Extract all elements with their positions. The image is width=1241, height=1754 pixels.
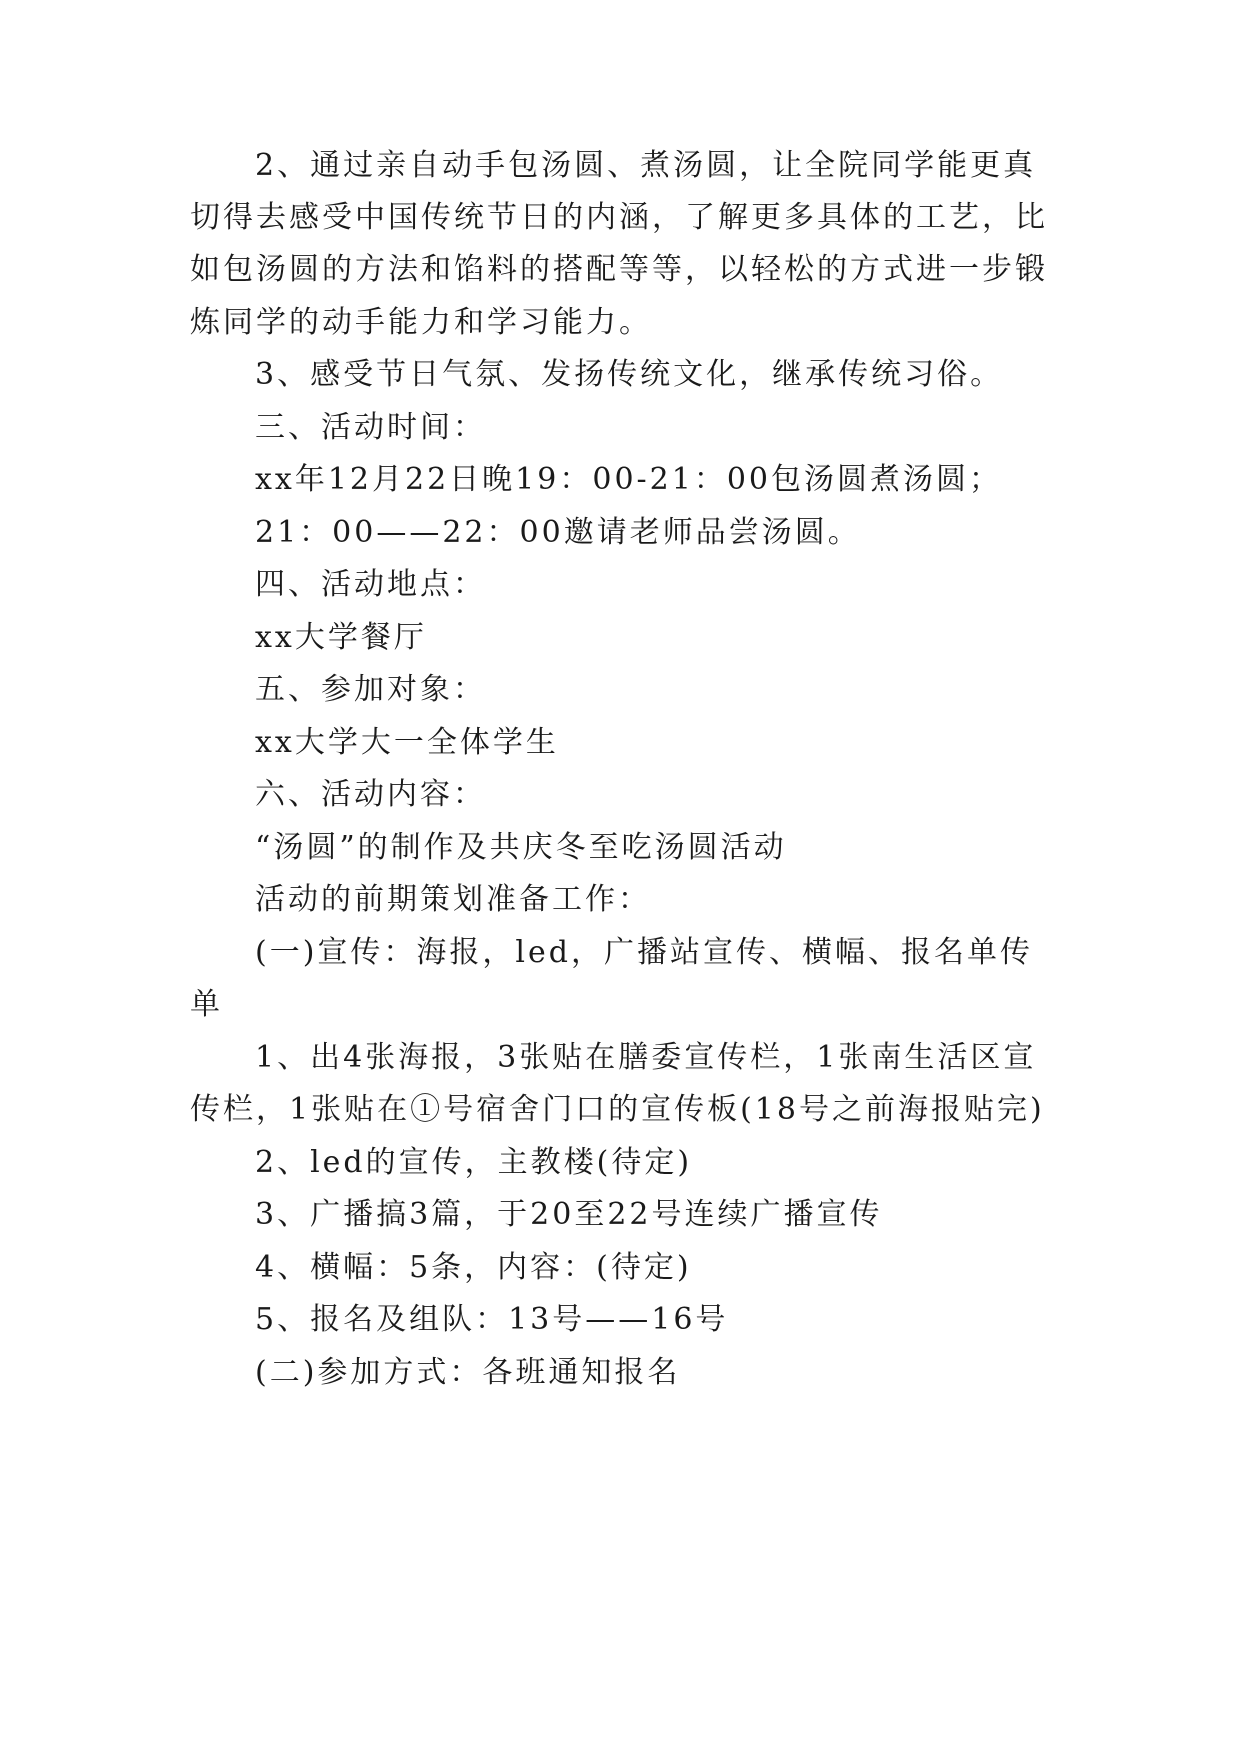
promotion-item-1-cont: 传栏，1张贴在①号宿舍门口的宣传板(18号之前海报贴完) xyxy=(190,1092,1045,1127)
location-line: xx大学餐厅 xyxy=(255,620,427,655)
time-line-2: 21：00——22：00邀请老师品尝汤圆。 xyxy=(255,515,861,550)
promotion-item-5: 5、报名及组队：13号——16号 xyxy=(255,1302,729,1337)
paragraph-line-5: 3、感受节日气氛、发扬传统文化，继承传统习俗。 xyxy=(255,357,1004,392)
participation-heading: (二)参加方式：各班通知报名 xyxy=(255,1355,681,1390)
promotion-item-3: 3、广播搞3篇，于20至22号连续广播宣传 xyxy=(255,1197,883,1232)
promotion-heading-cont: 单 xyxy=(190,987,223,1022)
paragraph-line-1: 2、通过亲自动手包汤圆、煮汤圆，让全院同学能更真 xyxy=(255,148,1037,183)
content-line-2: 活动的前期策划准备工作： xyxy=(255,882,651,917)
promotion-item-2: 2、led的宣传，主教楼(待定) xyxy=(255,1145,693,1180)
section-heading-participants: 五、参加对象： xyxy=(255,672,486,707)
content-line-1: “汤圆”的制作及共庆冬至吃汤圆活动 xyxy=(255,830,787,865)
section-heading-content: 六、活动内容： xyxy=(255,777,486,812)
time-line-1: xx年12月22日晚19：00-21：00包汤圆煮汤圆； xyxy=(255,462,1003,497)
paragraph-line-2: 切得去感受中国传统节日的内涵，了解更多具体的工艺，比 xyxy=(190,200,1048,235)
section-heading-time: 三、活动时间： xyxy=(255,410,486,445)
participants-line: xx大学大一全体学生 xyxy=(255,725,559,760)
promotion-item-1: 1、出4张海报，3张贴在膳委宣传栏，1张南生活区宣 xyxy=(255,1040,1037,1075)
promotion-item-4: 4、横幅：5条，内容：(待定) xyxy=(255,1250,692,1285)
paragraph-line-3: 如包汤圆的方法和馅料的搭配等等，以轻松的方式进一步锻 xyxy=(190,252,1048,287)
section-heading-location: 四、活动地点： xyxy=(255,567,486,602)
paragraph-line-4: 炼同学的动手能力和学习能力。 xyxy=(190,305,652,340)
promotion-heading: (一)宣传：海报，led，广播站宣传、横幅、报名单传 xyxy=(255,935,1033,970)
